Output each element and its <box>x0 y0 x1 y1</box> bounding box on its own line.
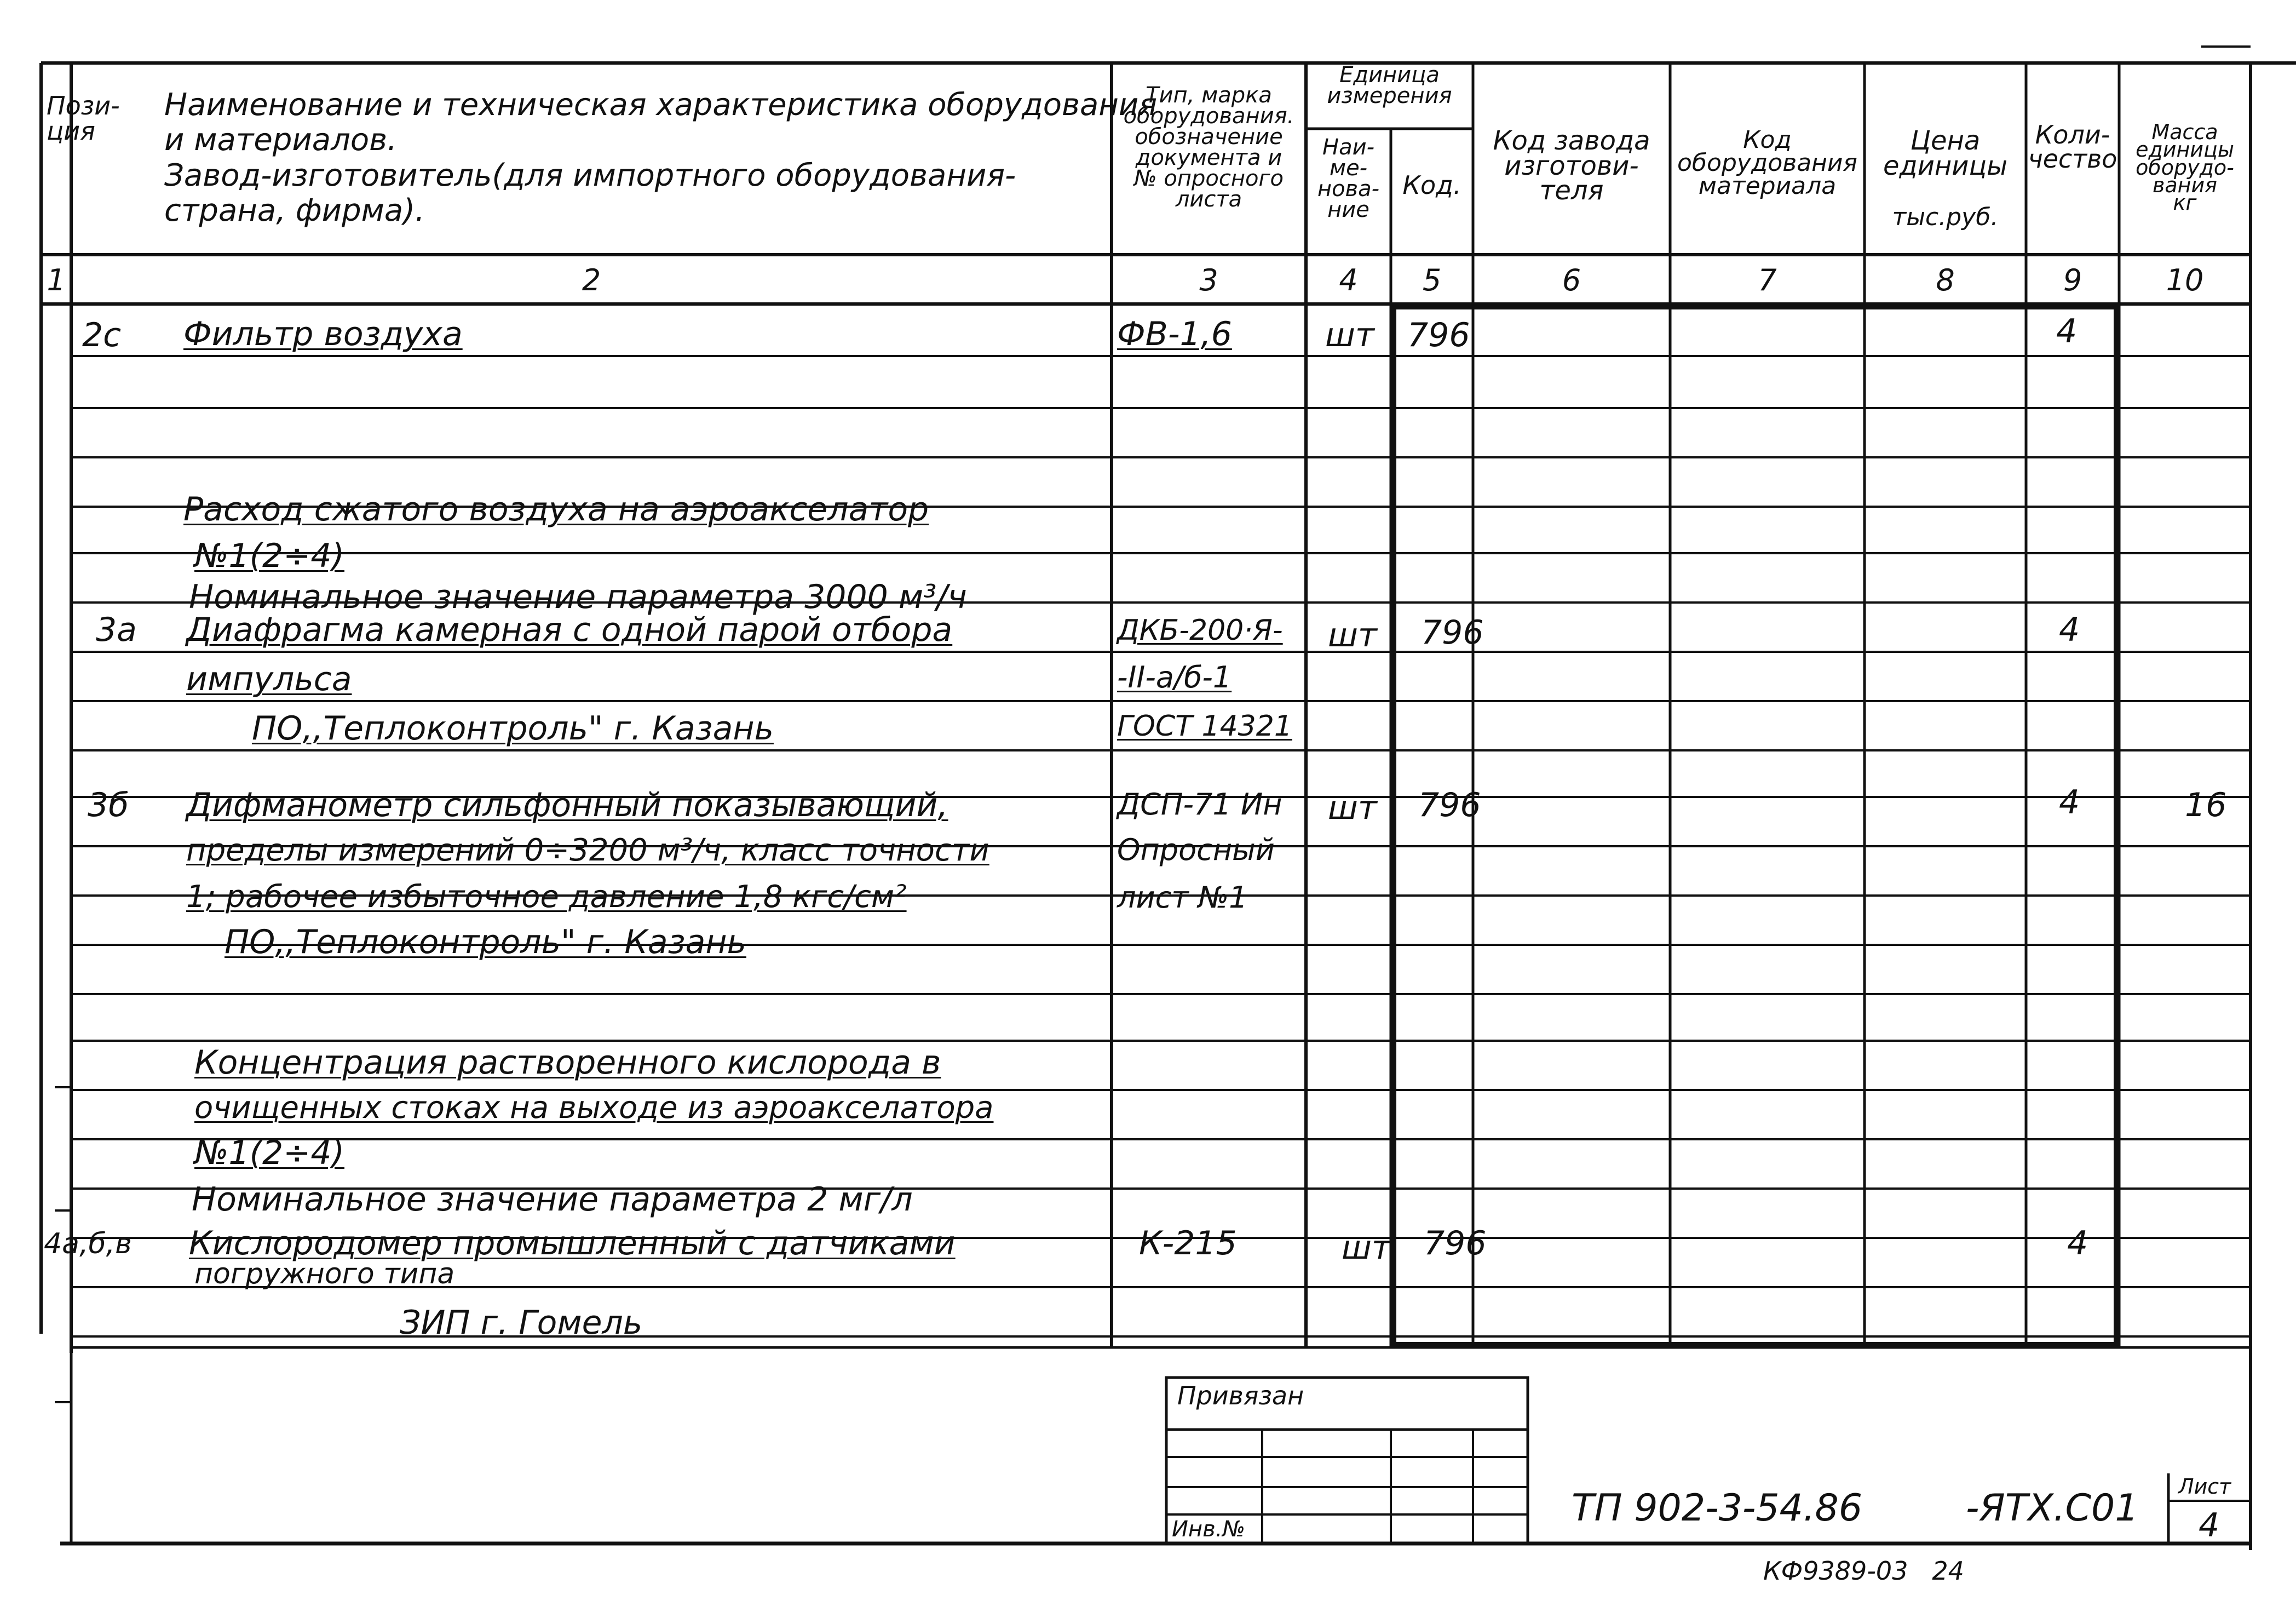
row-type: Опросный <box>1117 833 1275 867</box>
colnum-2: 2 <box>582 263 601 297</box>
colnum-4: 4 <box>1339 263 1358 297</box>
hdr-type: Тип, марка оборудования. обозначение документа и № опросного листа <box>1123 83 1294 212</box>
row-type: ФВ-1,6 <box>1117 315 1232 353</box>
hdr-price: Цена единицы <box>1883 125 2008 181</box>
row-name: Номинальное значение параметра 2 мг/л <box>192 1180 913 1219</box>
row-unit: шт <box>1328 789 1377 827</box>
row-type: лист №1 <box>1117 880 1248 915</box>
row-name: Расход сжатого воздуха на аэроакселатор <box>183 490 929 529</box>
row-qty: 4 <box>2056 312 2078 351</box>
row-pos: 3а <box>96 611 137 649</box>
row-mass: 16 <box>2185 786 2227 824</box>
stamp-mark: -ЯТХ.С01 <box>1966 1487 2139 1530</box>
hdr-price-unit: тыс.руб. <box>1892 203 1999 231</box>
row-pos: 3б <box>88 786 129 824</box>
row-name: Фильтр воздуха <box>183 315 463 353</box>
row-type: К-215 <box>1139 1224 1237 1263</box>
row-qty: 4 <box>2067 1224 2088 1263</box>
stamp-doc: ТП 902-3-54.86 <box>1572 1487 1863 1530</box>
colnum-7: 7 <box>1758 263 1777 297</box>
hdr-equip-code: Код оборудования материала <box>1677 126 1857 200</box>
row-name: ПО,,Теплоконтроль" г. Казань <box>225 923 746 961</box>
colnum-3: 3 <box>1199 263 1218 297</box>
colnum-6: 6 <box>1562 263 1581 297</box>
hdr-maker-code: Код завода изготови- теля <box>1493 125 1650 206</box>
hdr-unit-group: Единица измерения <box>1327 62 1452 108</box>
row-type: ДСП-71 Ин <box>1117 787 1282 822</box>
colnum-8: 8 <box>1936 263 1955 297</box>
row-name: №1(2÷4) <box>194 537 345 575</box>
row-name: ЗИП г. Гомель <box>400 1304 643 1342</box>
row-type: ДКБ-200·Я- <box>1117 614 1283 647</box>
stamp-bound: Привязан <box>1177 1381 1304 1410</box>
stamp-sheet-no: 4 <box>2199 1506 2220 1545</box>
row-name: Концентрация растворенного кислорода в <box>194 1043 941 1082</box>
row-type: -II-а/б-1 <box>1117 660 1232 695</box>
hdr-mass: Масса единицы оборудо- вания кг <box>2136 120 2234 215</box>
row-code: 796 <box>1421 613 1484 652</box>
row-code: 796 <box>1424 1224 1487 1263</box>
row-name: Дифманометр сильфонный показывающий, <box>186 786 948 824</box>
stamp-sheet-label: Лист <box>2178 1474 2231 1499</box>
row-name: пределы измерений 0÷3200 м³/ч, класс точности <box>186 833 989 868</box>
hdr-name: Наименование и техническая характеристика оборудования и материалов. Завод-изготовитель(для импортного оборудования- страна, фирма). <box>164 87 1157 229</box>
row-unit: шт <box>1328 616 1377 655</box>
row-name: Диафрагма камерная с одной парой отбора <box>186 611 953 649</box>
row-name: Номинальное значение параметра 3000 м³/ч <box>189 578 967 616</box>
colnum-5: 5 <box>1422 263 1442 297</box>
row-name: импульса <box>186 660 352 698</box>
hdr-qty: Коли- чество <box>2028 120 2117 174</box>
row-name: №1(2÷4) <box>194 1134 345 1172</box>
row-pos: 4а,б,в <box>44 1227 132 1260</box>
row-code: 796 <box>1418 786 1481 824</box>
row-name: 1; рабочее избыточное давление 1,8 кгс/см² <box>186 879 907 915</box>
hdr-unit-code: Код. <box>1402 170 1461 200</box>
row-unit: шт <box>1342 1229 1391 1267</box>
colnum-9: 9 <box>2063 263 2082 297</box>
row-qty: 4 <box>2059 611 2080 649</box>
colnum-10: 10 <box>2166 263 2204 297</box>
colnum-1: 1 <box>47 263 66 297</box>
row-name: погружного типа <box>194 1258 455 1290</box>
row-name: ПО,,Теплоконтроль" г. Казань <box>252 709 774 748</box>
stamp-inv: Инв.№ <box>1172 1517 1245 1542</box>
row-name: очищенных стоках на выходе из аэроакселатора <box>194 1090 994 1126</box>
row-name: Кислородомер промышленный с датчиками <box>189 1224 956 1263</box>
row-qty: 4 <box>2059 783 2080 822</box>
hdr-unit-name: Наи- ме- нова- ние <box>1317 135 1380 222</box>
footer-code: КФ9389-03 24 <box>1763 1556 1964 1586</box>
row-type: ГОСТ 14321 <box>1117 710 1292 743</box>
hdr-position: Пози- ция <box>47 91 120 146</box>
row-pos: 2с <box>82 316 122 354</box>
row-code: 796 <box>1407 316 1470 354</box>
row-unit: шт <box>1325 316 1374 354</box>
